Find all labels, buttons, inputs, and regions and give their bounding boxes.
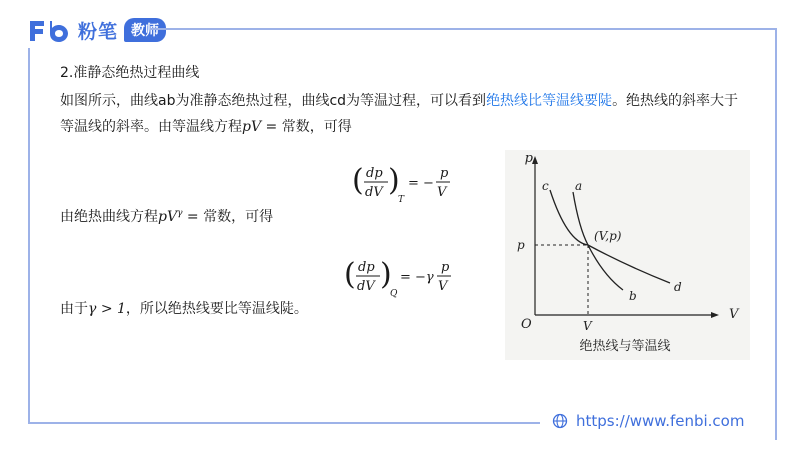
figure-label-a: a: [575, 179, 583, 193]
figure-x-axis-label: V: [729, 307, 739, 322]
line2-superscript: γ: [177, 208, 183, 219]
eq1-denominator: dV: [365, 185, 383, 200]
para1-text-a: 如图所示，曲线ab为准静态绝热过程，曲线cd为等温过程，可以看到: [60, 93, 487, 109]
line2-text-a: 由绝热曲线方程: [60, 209, 158, 225]
equation-adiabatic: [342, 252, 472, 302]
figure-caption: 绝热线与等温线: [579, 339, 671, 354]
eq2-denominator: dV: [357, 279, 375, 294]
line3-math: γ > 1: [88, 301, 126, 317]
line2-math: pV: [158, 209, 178, 225]
frame-right-line: [775, 28, 777, 440]
figure-origin-label: O: [521, 317, 532, 332]
line2-text-b: = 常数，可得: [182, 209, 274, 225]
line3-text-a: 由于: [60, 301, 88, 317]
figure-point-label: (V,p): [594, 229, 622, 243]
figure-y-axis-label: p: [524, 151, 533, 166]
figure-label-b: b: [629, 289, 637, 303]
section-heading: 2.准静态绝热过程曲线: [60, 65, 200, 81]
eq1-rhs-denominator: V: [437, 185, 447, 200]
pv-diagram-figure: [505, 150, 750, 360]
globe-icon: [552, 413, 568, 429]
eq1-numerator: dp: [366, 166, 383, 181]
frame-bottom-line: [28, 422, 540, 424]
svg-text:(: (: [344, 257, 356, 292]
eq2-rhs-numerator: p: [441, 260, 450, 275]
logo-brand-text: 粉笔: [78, 20, 119, 43]
eq1-sign: = −: [408, 176, 434, 191]
figure-label-c: c: [542, 179, 549, 193]
eq2-subscript: Q: [390, 289, 398, 299]
figure-tick-v: V: [583, 319, 592, 333]
fenbi-logo-mark-icon: [28, 17, 72, 43]
frame-left-line: [28, 48, 30, 422]
fenbi-logo: [28, 16, 166, 44]
eq1-rhs-numerator: p: [440, 166, 449, 181]
equation-isothermal: [350, 158, 480, 208]
logo-badge: 教师: [124, 18, 166, 42]
paragraph-conclusion: [60, 298, 308, 318]
eq2-sign: = −γ: [400, 270, 434, 285]
paragraph-adiabatic: [60, 206, 273, 226]
eq1-subscript: T: [398, 195, 405, 205]
eq2-numerator: dp: [358, 260, 375, 275]
footer-url[interactable]: [552, 412, 744, 430]
para1-highlight: 绝热线比等温线要陡: [486, 93, 613, 109]
paragraph-intro: [60, 88, 750, 140]
svg-text:): ): [388, 163, 400, 198]
footer-url-text[interactable]: https://www.fenbi.com: [576, 412, 745, 430]
frame-top-line: [150, 28, 776, 30]
figure-label-d: d: [674, 280, 682, 294]
para1-text-b: 。绝热线的斜率大于等温线的斜率。由等温线方程: [60, 93, 739, 135]
eq2-rhs-denominator: V: [438, 279, 448, 294]
para1-math: pV: [242, 119, 262, 135]
svg-text:): ): [380, 257, 392, 292]
figure-tick-p: p: [517, 238, 525, 252]
line3-text-b: ，所以绝热线要比等温线陡。: [125, 301, 308, 317]
para1-text-c: = 常数，可得: [261, 119, 352, 135]
svg-text:(: (: [352, 163, 364, 198]
